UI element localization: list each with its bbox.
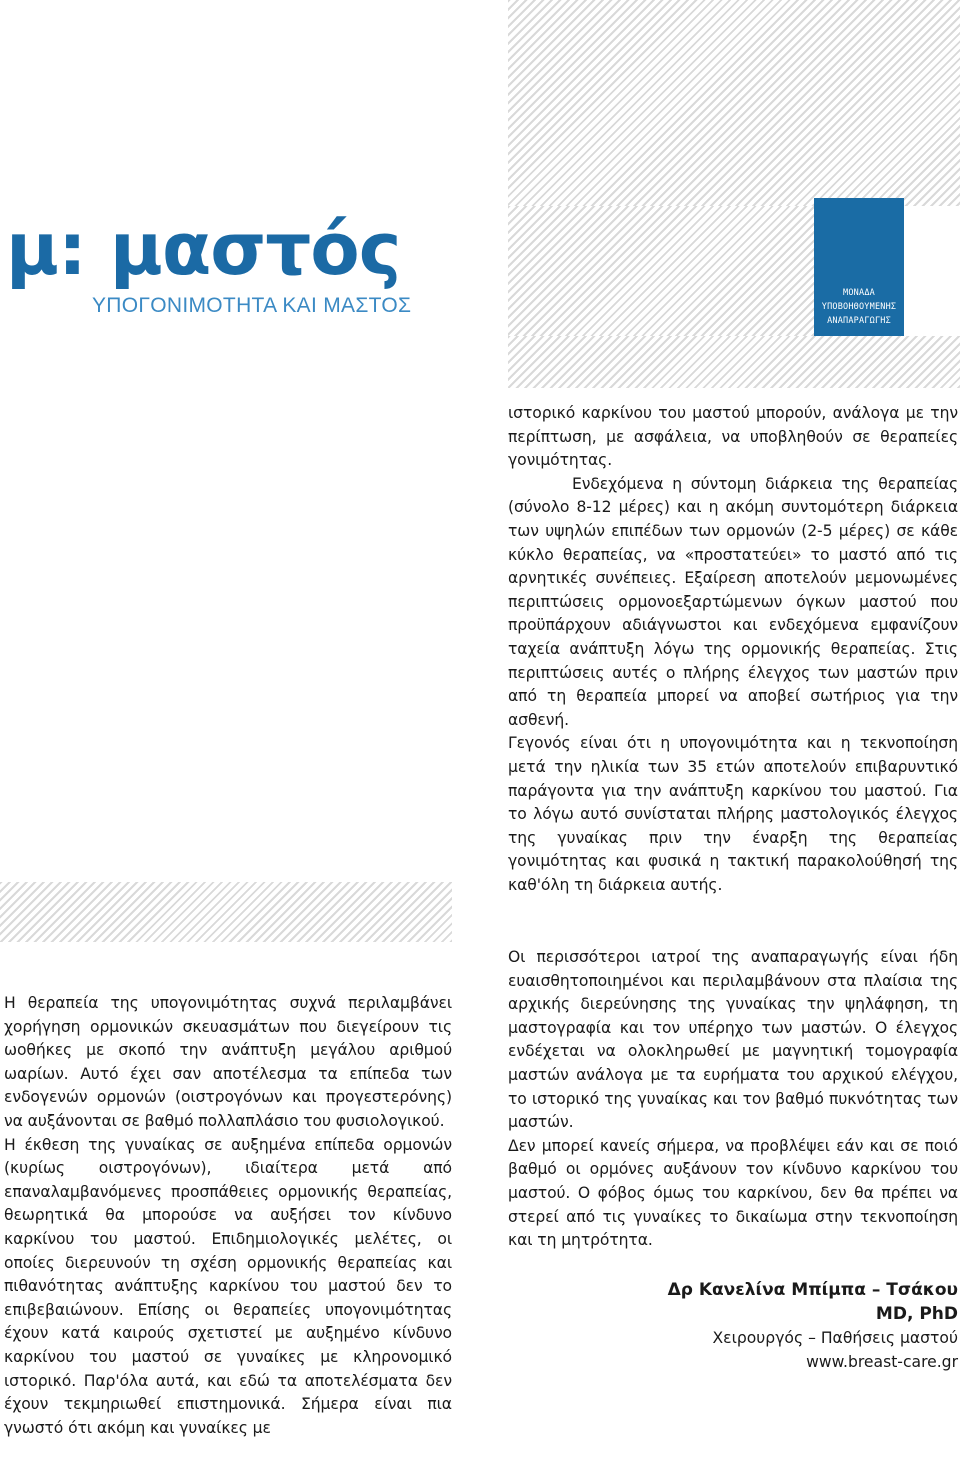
paragraph: Οι περισσότεροι ιατροί της αναπαραγωγής είναι ήδη ευαισθητοποιημένοι και περιλαμβάνουν στα πλαίσια της αρχικής διερεύνησης της γυναίκας την ψηλάφηση, τη μαστογραφία και τον υπέρηχο των μαστών. Ο έλεγχος ενδέχεται να ολοκληρωθεί με μαγνητική τομογραφία μαστών ανάλογα με τα ευρήματα του αρχικού ελέγχου, το ιστορικό της γυναίκας και τον βαθμό πυκνότητας των μαστών.: [508, 948, 958, 1132]
paragraph: Η θεραπεία της υπογονιμότητας συχνά περιλαμβάνει χορήγηση ορμονικών σκευασμάτων που διεγείρουν τις ωοθήκες με σκοπό την ανάπτυξη μεγάλου αριθμού ωαρίων. Αυτό έχει σαν αποτέλεσμα τα επίπεδα των ενδογενών ορμονών (οιστρογόνων και προγεστερόνης) να αυξάνονται σε βαθμό πολλαπλάσιο του φυσιολογικού.: [4, 994, 452, 1130]
decorative-hatch-band: [508, 336, 960, 388]
right-column-top: [508, 402, 958, 897]
unit-logo-line-1: ΜΟΝΑΔΑ: [843, 288, 875, 298]
paragraph: Ενδεχόμενα η σύντομη διάρκεια της θεραπείας (σύνολο 8-12 μέρες) και η ακόμη συντομότερη διάρκεια των υψηλών επιπέδων των ορμονών (2-5 μέρες) σε κάθε κύκλο θεραπείας, να «προστατεύει» το μαστό από τις αρνητικές συνέπειες. Εξαίρεση αποτελούν μεμονωμένες περιπτώσεις ορμονοεξαρτώμενων όγκων μαστού που προϋπάρχουν αδιάγνωστοι και ενδεχόμενα εμφανίζουν ταχεία ανάπτυξη λόγω της ορμονικής θεραπείας. Στις περιπτώσεις αυτές ο πλήρης έλεγχος των μαστών πριν από τη θεραπεία μπορεί να αποβεί σωτήριος για την ασθενή.: [508, 474, 958, 729]
paragraph: Η έκθεση της γυναίκας σε αυξημένα επίπεδα ορμονών (κυρίως οιστρογόνων), ιδιαίτερα μετά από επαναλαμβανόμενες προσπάθειες ορμονικής θεραπείας, θεωρητικά θα μπορούσε να αυξήσει τον κίνδυνο καρκίνου του μαστού. Επιδημιολογικές μελέτες, οι οποίες διερευνούν τη σχέση ορμονικής θεραπείας και πιθανότητας ανάπτυξης καρκίνου του μαστού δεν το επιβεβαιώνουν. Επίσης οι θεραπείες υπογονιμότητας έχουν κατά καιρούς σχετιστεί με αυξημένο κίνδυνο καρκίνου του μαστού σε γυναίκες με κληρονομικό ιστορικό. Παρ'όλα αυτά, και εδώ τα αποτελέσματα δεν έχουν τεκμηριωθεί επιστημονικά. Σήμερα είναι πια γνωστό ότι ακόμη και γυναίκες με: [4, 1135, 452, 1437]
decorative-hatch-top: [508, 0, 960, 206]
decorative-hatch-left: [0, 882, 452, 942]
author-signature: [600, 1278, 958, 1374]
page-subtitle: ΥΠΟΓΟΝΙΜΟΤΗΤΑ ΚΑΙ ΜΑΣΤΟΣ: [92, 294, 412, 317]
author-website: www.breast-care.gr: [806, 1353, 958, 1371]
paragraph: Δεν μπορεί κανείς σήμερα, να προβλέψει εάν και σε ποιό βαθμό οι ορμόνες αυξάνουν τον κίνδυνο καρκίνου του μαστού. Ο φόβος όμως του καρκίνου, δεν θα πρέπει να στερεί από τις γυναίκες το δικαίωμα στην τεκνοποίηση και τη μητρότητα.: [508, 1136, 958, 1250]
unit-logo-line-2: ΥΠΟΒΟΗΘΟΥΜΕΝΗΣ: [821, 302, 897, 312]
decorative-hatch-middle: [508, 206, 814, 336]
paragraph: ιστορικό καρκίνου του μαστού μπορούν, ανάλογα με την περίπτωση, με ασφάλεια, να υποβληθούν σε θεραπείες γονιμότητας.: [508, 404, 958, 470]
unit-logo-line-3: ΑΝΑΠΑΡΑΓΩΓΗΣ: [827, 316, 891, 326]
paragraph: Γεγονός είναι ότι η υπογονιμότητα και η τεκνοποίηση μετά την ηλικία των 35 ετών αποτελούν επιβαρυντικό παράγοντα για την ανάπτυξη καρκίνου του μαστού. Για το λόγω αυτό συνίσταται πλήρης μαστολογικός έλεγχος της γυναίκας πριν την έναρξη της θεραπείας γονιμότητας και φυσικά η τακτική παρακολούθησή της καθ'όλη τη διάρκεια αυτής.: [508, 734, 958, 894]
author-role: Χειρουργός – Παθήσεις μαστού: [712, 1329, 958, 1347]
author-name: Δρ Κανελίνα Μπίμπα – Τσάκου: [667, 1280, 958, 1300]
unit-logo: [814, 198, 904, 336]
author-degrees: MD, PhD: [875, 1304, 958, 1324]
right-column-bottom: [508, 946, 958, 1253]
page-title: μ: μαστός: [6, 207, 401, 291]
left-column: [4, 992, 452, 1440]
